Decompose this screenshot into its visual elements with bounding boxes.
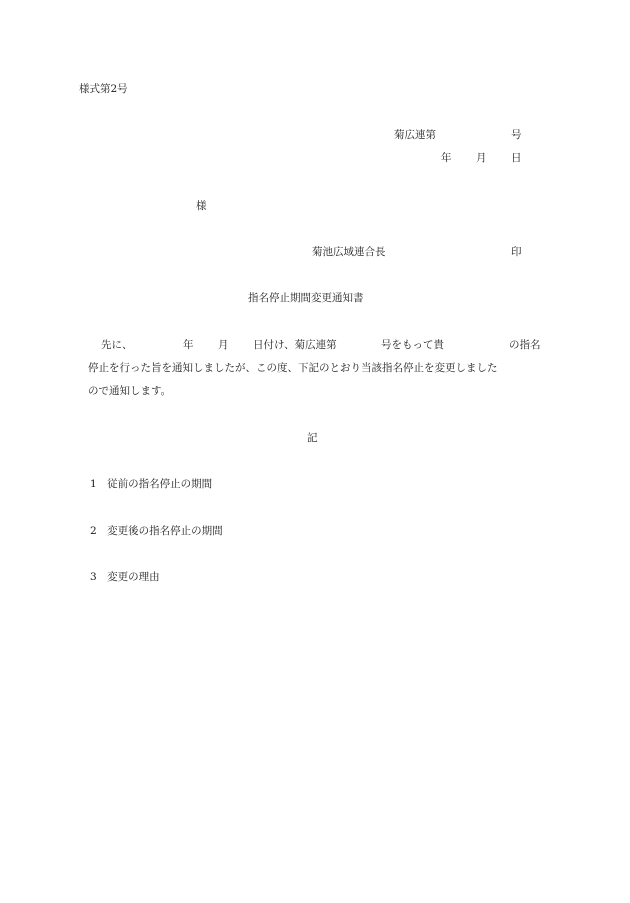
body-line1-d: の指名 [509,339,541,351]
date-month: 月 [476,152,487,164]
recipient-honorific: 様 [196,200,207,212]
item-2: 2 変更後の指名停止の期間 [90,525,223,537]
date-year: 年 [441,152,452,164]
document-title: 指名停止期間変更通知書 [248,292,364,304]
body-line1-a: 先に、 [101,339,133,351]
doc-number-prefix: 菊広連第 [394,129,436,141]
body-line1-month: 月 [218,339,229,351]
sender-title: 菊池広域連合長 [312,246,386,258]
seal-mark: 印 [511,246,522,258]
ki-heading: 記 [307,432,318,444]
body-line1-year: 年 [183,339,194,351]
item-1: 1 従前の指名停止の期間 [90,478,213,490]
body-line3: ので通知します。 [88,385,172,397]
body-line1-b: 日付け、菊広連第 [253,339,337,351]
form-number: 様式第2号 [79,83,128,95]
date-day: 日 [511,152,522,164]
body-line2: 停止を行った旨を通知しましたが、この度、下記のとおり当該指名停止を変更しました [88,362,498,374]
doc-number-suffix: 号 [511,129,522,141]
item-3: 3 変更の理由 [90,571,160,583]
body-line1-c: 号をもって貴 [381,339,444,351]
